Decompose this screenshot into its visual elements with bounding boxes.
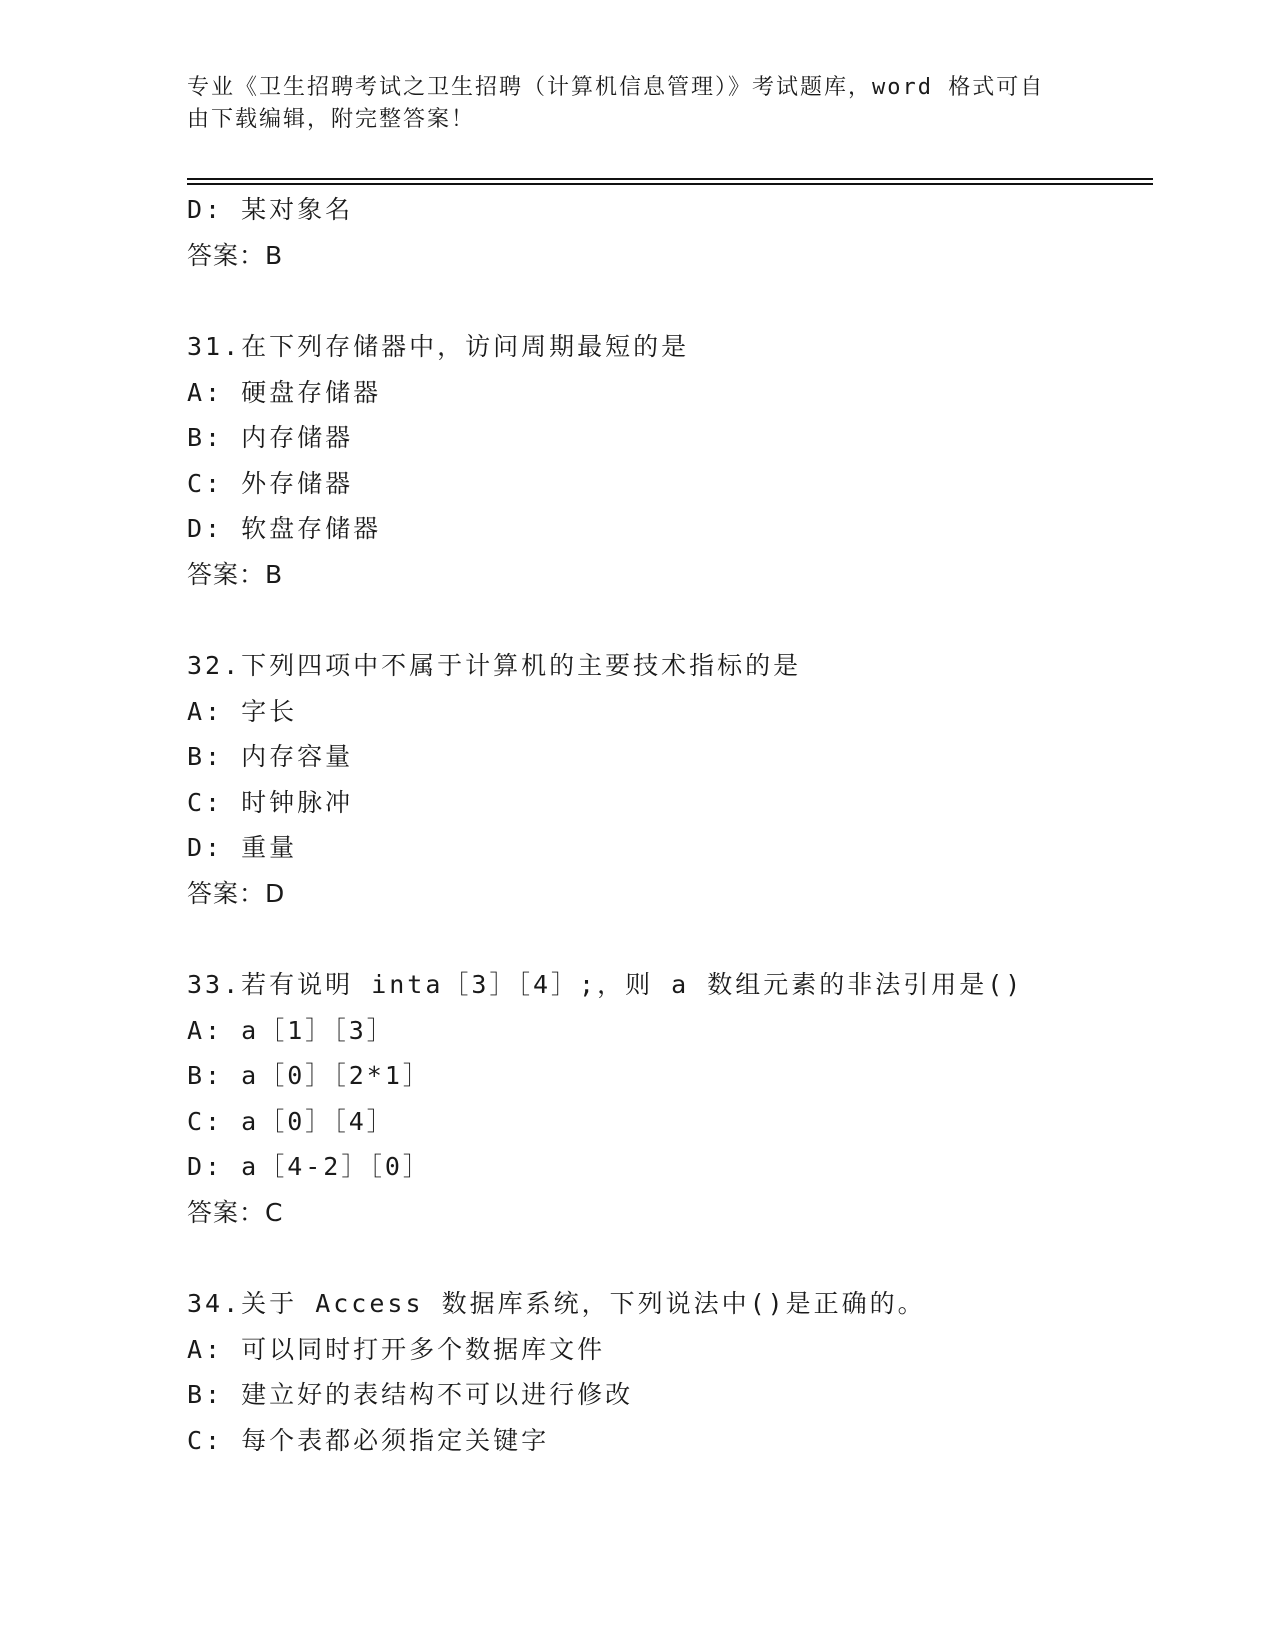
option-d: D: 软盘存储器 [187,514,382,543]
question-33 [187,962,1147,1235]
option-b: B: 内存储器 [187,423,354,452]
option-c: C: a［0］［4］ [187,1106,395,1136]
question-stem: 31.在下列存储器中，访问周期最短的是 [187,332,690,361]
option-c: C: 每个表都必须指定关键字 [187,1425,550,1455]
header-intro-line-1: 专业《卫生招聘考试之卫生招聘（计算机信息管理）》考试题库，word 格式可自 [187,75,1045,100]
option-b: B: a［0］［2*1］ [187,1061,431,1090]
option-a: A: 硬盘存储器 [187,377,382,407]
option-d: D: a［4-2］［0］ [187,1152,431,1181]
question-stem: 32.下列四项中不属于计算机的主要技术指标的是 [187,651,802,680]
question-stem: 34.关于 Access 数据库系统，下列说法中()是正确的。 [187,1289,926,1318]
option-a: A: 字长 [187,696,298,726]
option-c: C: 外存储器 [187,468,354,498]
answer-line: 答案：D [187,878,286,908]
option-c: C: 时钟脉冲 [187,787,354,817]
header-divider-bottom [187,183,1153,185]
option-b: B: 内存容量 [187,742,354,771]
option-d: D: 某对象名 [187,195,354,224]
question-list [187,187,1147,1463]
answer-line: 答案：B [187,559,284,589]
option-d: D: 重量 [187,833,298,862]
question-stem: 33.若有说明 inta［3］［4］;，则 a 数组元素的非法引用是() [187,970,1024,999]
question-fragment-30 [187,187,1147,278]
answer-line: 答案：B [187,240,284,270]
question-31 [187,324,1147,597]
spacer [187,1235,1147,1281]
option-a: A: 可以同时打开多个数据库文件 [187,1334,606,1364]
option-a: A: a［1］［3］ [187,1015,395,1045]
header-divider-top [187,178,1153,180]
spacer [187,916,1147,962]
option-b: B: 建立好的表结构不可以进行修改 [187,1380,634,1409]
question-34 [187,1281,1147,1463]
spacer [187,597,1147,643]
header-intro-line-2: 由下载编辑，附完整答案！ [187,107,476,132]
answer-line: 答案：C [187,1197,284,1227]
question-32 [187,643,1147,916]
spacer [187,278,1147,324]
document-header [187,72,1067,136]
